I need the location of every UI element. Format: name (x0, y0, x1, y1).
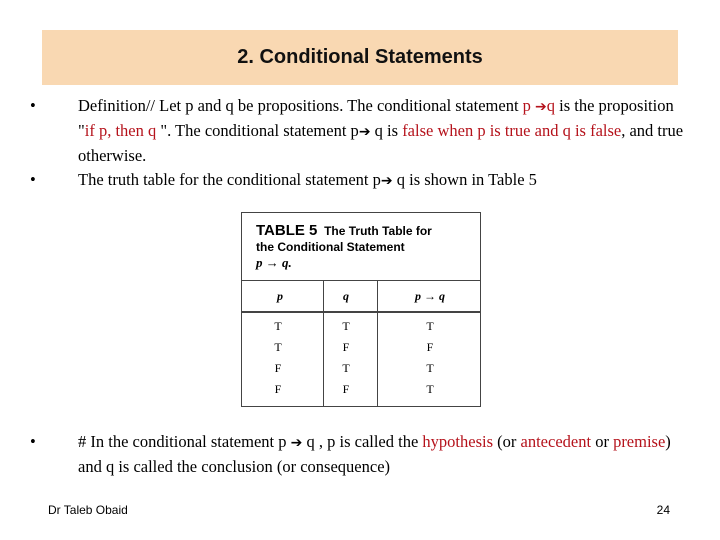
bullet-dot: • (30, 170, 36, 189)
hypothesis-text-2: q , p is called the (302, 432, 423, 451)
arrow-icon: ➔ (290, 435, 303, 451)
definition-text-4: q is (370, 121, 403, 140)
arrow-icon: ➔ (380, 173, 393, 189)
table-divider (377, 281, 378, 406)
term-premise: premise (613, 432, 666, 451)
term-antecedent: antecedent (520, 432, 592, 451)
table-cell: T (342, 319, 350, 333)
bullet-dot: • (30, 432, 36, 451)
table-cell: T (426, 319, 434, 333)
table-caption (242, 213, 480, 281)
arrow-icon: ➔ (535, 99, 547, 115)
bullet-definition (28, 94, 688, 168)
slide-title: 2. Conditional Statements (237, 46, 483, 68)
bullet-list (28, 94, 688, 193)
header-p: p (277, 289, 283, 303)
definition-text-5: , and true otherwise. (78, 121, 684, 165)
footer-author: Dr Taleb Obaid (48, 503, 128, 517)
table-cell: T (426, 382, 434, 396)
definition-text: Definition// Let p and q be propositions. The conditional statement (78, 96, 523, 115)
bullet-dot: • (30, 96, 36, 115)
hypothesis-text: # In the conditional statement p (78, 432, 291, 451)
definition-text-2: is the proposition " (78, 96, 674, 140)
table-cell: F (426, 340, 434, 354)
table-cell: F (274, 361, 282, 375)
bullet-hypothesis (28, 430, 688, 479)
definition-red-p: p (522, 96, 536, 115)
table-cell: T (426, 361, 434, 375)
table-cell: T (274, 319, 282, 333)
table-label: TABLE 5 (256, 222, 318, 239)
term-hypothesis: hypothesis (422, 432, 494, 451)
table-caption-b: the Conditional Statement (256, 240, 405, 254)
table-cell: F (274, 382, 282, 396)
table-cell: T (342, 361, 350, 375)
title-bar (42, 30, 678, 85)
definition-red-false: false (402, 121, 434, 140)
table-grid (242, 281, 480, 406)
hypothesis-text-5: ) and q is called the conclusion (or consequence) (78, 432, 671, 476)
definition-text-3: ". The conditional statement p (156, 121, 359, 140)
truth-table-figure (241, 212, 481, 407)
page-number: 24 (656, 503, 670, 517)
definition-red-ifthen: if p, then q (84, 121, 157, 140)
bullet-truth-table (28, 168, 688, 193)
table-cell: F (342, 382, 350, 396)
truth-table-text: The truth table for the conditional statement p (78, 170, 381, 189)
definition-red-q: q (546, 96, 556, 115)
table-caption-c: p → q. (256, 255, 292, 270)
table-caption-a: The Truth Table for (324, 224, 432, 238)
hypothesis-text-3: (or (493, 432, 521, 451)
truth-table-text-2: q is shown in Table 5 (392, 170, 537, 189)
header-q: q (343, 289, 349, 303)
arrow-icon: ➔ (358, 124, 371, 140)
table-cell: F (342, 340, 350, 354)
definition-red-condition: when p is true and q is false (437, 121, 622, 140)
header-p-implies-q: p → q (415, 289, 445, 303)
table-divider (323, 281, 324, 406)
table-cell: T (274, 340, 282, 354)
hypothesis-text-4: or (591, 432, 614, 451)
table-divider (242, 311, 480, 313)
